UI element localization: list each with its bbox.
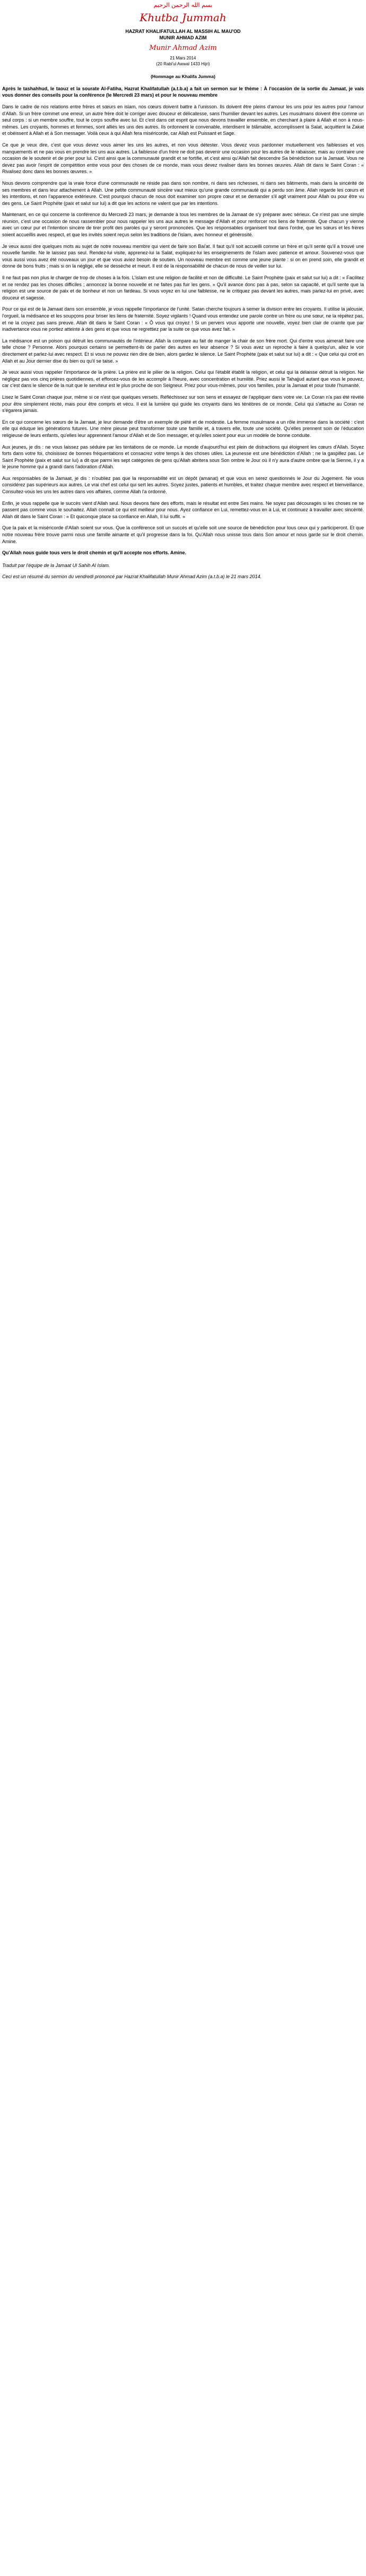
sermon-paragraph: Enfin, je vous rappelle que le succès vient d'Allah seul. Nous devons faire des efforts, mais le résultat est entre Ses mains. Ne soyez pas découragés si les choses ne se passent pas comme vous le souhaitez. Allah connaît ce qui est meilleur pour nous. Ayez confiance en Lui, remettez-vous en à Lui, et continuez à travailler avec sincérité. Allah dit dans le Saint Coran : « Et quiconque place sa confiance en Allah, Il lui suffit. »: [2, 500, 364, 519]
sermon-paragraph: Je veux aussi dire quelques mots au sujet de notre nouveau membre qui vient de faire son Bai'at. Il faut qu'il soit accueilli comme un frère et qu'il sente qu'il a trouvé une nouvelle famille. Ne le laissez pas seul. Rendez-lui visite, apprenez-lui la Salat, expliquez-lui les enseignements de l'islam avec patience et amour. Souvenez-vous que vous aussi vous avez été nouveaux un jour et que vous aviez besoin de soutien. Un nouveau membre est comme une jeune plante : si on en prend soin, elle grandit et donne de bons fruits ; mais si on la néglige, elle se dessèche et meurt. Il est de la responsabilité de chacun de nous de veiller sur lui.: [2, 243, 364, 269]
bismillah: بسم الله الرحمن الرحيم: [153, 2, 213, 8]
sermon-paragraph: Aux responsables de la Jamaat, je dis : n'oubliez pas que la responsabilité est un dépôt (amanat) et que vous en serez questionnés le Jour du Jugement. Ne vous considérez pas supérieurs aux autres. Le vrai chef est celui qui sert les autres. Soyez justes, patients et humbles, et traitez chaque membre avec respect et bienveillance. Consultez-vous les uns les autres dans vos affaires, comme Allah l'a ordonné.: [2, 475, 364, 495]
sermon-paragraph: Nous devons comprendre que la vraie force d'une communauté ne réside pas dans son nombre, ni dans ses richesses, ni dans ses bâtiments, mais dans la sincérité de ses membres et dans leur attachement à Allah. Une petite communauté sincère vaut mieux qu'une grande communauté qui a perdu son âme. Allah regarde les cœurs et les intentions, et non l'apparence extérieure. C'est pourquoi chacun de nous doit examiner son propre cœur et se demander s'il agit vraiment pour Allah ou pour être vu des gens. Le Saint Prophète (paix et salut sur lui) a dit que les actions ne valent que par les intentions.: [2, 180, 364, 206]
sermon-paragraph: Il ne faut pas non plus le charger de trop de choses à la fois. L'islam est une religion de facilité et non de difficulté. Le Saint Prophète (paix et salut sur lui) a dit : « Facilitez et ne rendez pas les choses difficiles ; annoncez la bonne nouvelle et ne faites pas fuir les gens. » Qu'il avance donc pas à pas, selon sa capacité, et qu'il sente que la religion est une source de paix et de bonheur et non un fardeau. Si vous voyez en lui une faiblesse, ne le critiquez pas devant les autres, mais parlez-lui en privé, avec douceur et sagesse.: [2, 275, 364, 300]
sermon-paragraph: Lisez le Saint Coran chaque jour, même si ce n'est que quelques versets. Réfléchissez sur son sens et essayez de l'appliquer dans votre vie. Le Coran n'a pas été révélé pour être simplement récité, mais pour être compris et vécu. Il est la lumière qui guide les croyants dans les ténèbres de ce monde. Celui qui s'attache au Coran ne s'égarera jamais.: [2, 394, 364, 414]
subtitle-line-2: MUNIR AHMAD AZIM: [159, 35, 207, 40]
speaker-name: Munir Ahmad Azim: [149, 44, 217, 52]
intro-paragraph: Après le tashahhud, le taouz et la sourate Al-Fatiha, Hazrat Khalifatullah (a.t.b.a) a fait un sermon sur le thème : À l'occasion de la sortie du Jamaat, je vais vous donner des conseils pour la conférence (le Mercredi 23 mars) et pour le nouveau membre: [2, 85, 364, 98]
translator-credit: Traduit par l'équipe de la Jamaat Ul Sahih Al Islam.: [2, 562, 110, 568]
summary-note: Ceci est un résumé du sermon du vendredi prononcé par Hazrat Khalifatullah Munir Ahmad Azim (a.t.b.a) le 21 mars 2014.: [2, 574, 262, 580]
sermon-paragraph: Pour ce qui est de la Jamaat dans son ensemble, je vous rappelle l'importance de l'unité. Satan cherche toujours à semer la division entre les croyants. Il utilise la jalousie, l'orgueil, la médisance et les soupçons pour briser les liens de fraternité. Soyez vigilants ! Quand vous entendez une parole contre un frère ou une sœur, ne la répétez pas, et ne la croyez pas sans preuve. Allah dit dans le Saint Coran : « Ô vous qui croyez ! Si un pervers vous apporte une nouvelle, voyez bien clair de crainte que par inadvertance vous ne portiez atteinte à des gens et que vous ne regrettiez par la suite ce que vous avez fait. »: [2, 306, 364, 332]
sermon-date: 21 Mars 2014: [170, 56, 196, 61]
page-title: Khutba Jummah: [140, 11, 226, 24]
sermon-page: [0, 0, 366, 583]
sermon-paragraph: En ce qui concerne les sœurs de la Jamaat, je leur demande d'être un exemple de piété et de modestie. La femme musulmane a un rôle immense dans la société : c'est elle qui éduque les générations futures. Une mère pieuse peut transformer toute une famille et, à travers elle, toute une société. Qu'elles prennent soin de l'éducation religieuse de leurs enfants, qu'elles leur apprennent l'amour d'Allah et de Son messager, et qu'elles soient pour eux un modèle de bonne conduite.: [2, 419, 364, 438]
sermon-paragraph: Aux jeunes, je dis : ne vous laissez pas séduire par les tentations de ce monde. Le monde d'aujourd'hui est plein de distractions qui éloignent les cœurs d'Allah. Soyez forts dans votre foi, choisissez de bonnes fréquentations et consacrez votre temps à des choses utiles. La jeunesse est une bénédiction d'Allah ; ne la gaspillez pas. Le Saint Prophète (paix et salut sur lui) a dit que parmi les sept catégories de gens qu'Allah abritera sous Son ombre le Jour où il n'y aura d'autre ombre que la Sienne, il y a le jeune homme qui a grandi dans l'adoration d'Allah.: [2, 444, 364, 470]
sermon-paragraph: Je veux aussi vous rappeler l'importance de la prière. La prière est le pilier de la religion. Celui qui l'établit établit la religion, et celui qui la délaisse détruit la religion. Ne négligez pas vos cinq prières quotidiennes, et efforcez-vous de les accomplir à l'heure, avec concentration et humilité. Priez aussi le Tahajjud autant que vous le pouvez, car c'est dans le silence de la nuit que le serviteur est le plus proche de son Seigneur. Priez pour vous-mêmes, pour vos familles, pour la Jamaat et pour toute l'humanité.: [2, 370, 364, 389]
sermon-date-hijri: (20 Rabi'ul Awwal 1433 Hijri): [156, 62, 210, 67]
sermon-paragraph: Maintenant, en ce qui concerne la conférence du Mercredi 23 mars, je demande à tous les membres de la Jamaat de s'y préparer avec sérieux. Ce n'est pas une simple réunion, c'est une occasion de nous rassembler pour nous rappeler les uns aux autres le message d'Allah et pour renforcer nos liens de fraternité. Que chacun y vienne avec un cœur pur et l'intention sincère de tirer profit des paroles qui y seront prononcées. Que les responsables organisent tout dans l'ordre, que les sœurs et les frères soient accueillis avec respect, et que les invités soient reçus selon les traditions de l'islam, avec honneur et générosité.: [2, 212, 364, 238]
sermon-paragraph: La médisance est un poison qui détruit les communautés de l'intérieur. Allah la compare au fait de manger la chair de son frère mort. Qui d'entre vous aimerait faire une telle chose ? Personne. Alors pourquoi certains se permettent-ils de parler des autres en leur absence ? Si vous avez un reproche à faire à quelqu'un, allez le voir directement et parlez-lui avec respect. Et si vous ne pouvez rien dire de bien, alors gardez le silence. Le Saint Prophète (paix et salut sur lui) a dit : « Que celui qui croit en Allah et au Jour dernier dise du bien ou qu'il se taise. »: [2, 338, 364, 364]
sermon-paragraph: Que la paix et la miséricorde d'Allah soient sur vous. Que la conférence soit un succès et qu'elle soit une source de bénédiction pour tous ceux qui y participeront. Et que notre nouveau frère trouve parmi nous une famille aimante et qu'il progresse dans la foi. Qu'Allah nous unisse tous dans Son amour et nous garde sur le droit chemin. Amine.: [2, 525, 364, 544]
sermon-paragraph: Ce que je veux dire, c'est que vous devez vous aimer les uns les autres, et non vous détester. Vous devez vous pardonner mutuellement vos faiblesses et vos manquements et ne pas vous en prendre les uns aux autres. La faiblesse d'un frère ne doit pas devenir une occasion pour les autres de le rabaisser, mais au contraire une occasion de le soutenir et de prier pour lui. C'est ainsi que la communauté grandit et se fortifie, et c'est ainsi qu'Allah fait descendre Sa bénédiction sur la Jamaat. Vous ne devez pas avoir l'esprit de compétition entre vous pour des choses de ce monde, mais vous devez rivaliser dans les bonnes œuvres. Allah dit dans le Saint Coran : « Rivalisez donc dans les bonnes œuvres. »: [2, 142, 364, 175]
subtitle-line-1: HAZRAT KHALIFATULLAH AL MASSIH AL MAU'OD: [125, 28, 241, 34]
dedication: (Hommage au Khalifa Jumma): [151, 74, 215, 80]
sermon-paragraph: Dans le cadre de nos relations entre frères et sœurs en islam, nos cœurs doivent battre à l'unisson. Ils doivent être pleins d'amour les uns pour les autres pour l'amour d'Allah. Si un frère commet une erreur, un autre frère doit le corriger avec douceur et délicatesse, sans l'humilier devant les autres. Les musulmans doivent être comme un seul corps : si un membre souffre, tout le corps souffre avec lui. Et c'est dans cet esprit que nous devons travailler ensemble, en cherchant à plaire à Allah et non à nous-mêmes. Les croyants, hommes et femmes, sont alliés les uns des autres. Ils ordonnent le convenable, interdisent le blâmable, accomplissent la Salat, acquittent la Zakat et obéissent à Allah et à Son messager. Voilà ceux à qui Allah fera miséricorde, car Allah est Puissant et Sage.: [2, 104, 364, 136]
sermon-body: [2, 104, 364, 545]
closing-prayer: Qu'Allah nous guide tous vers le droit chemin et qu'Il accepte nos efforts. Amine.: [2, 550, 187, 556]
